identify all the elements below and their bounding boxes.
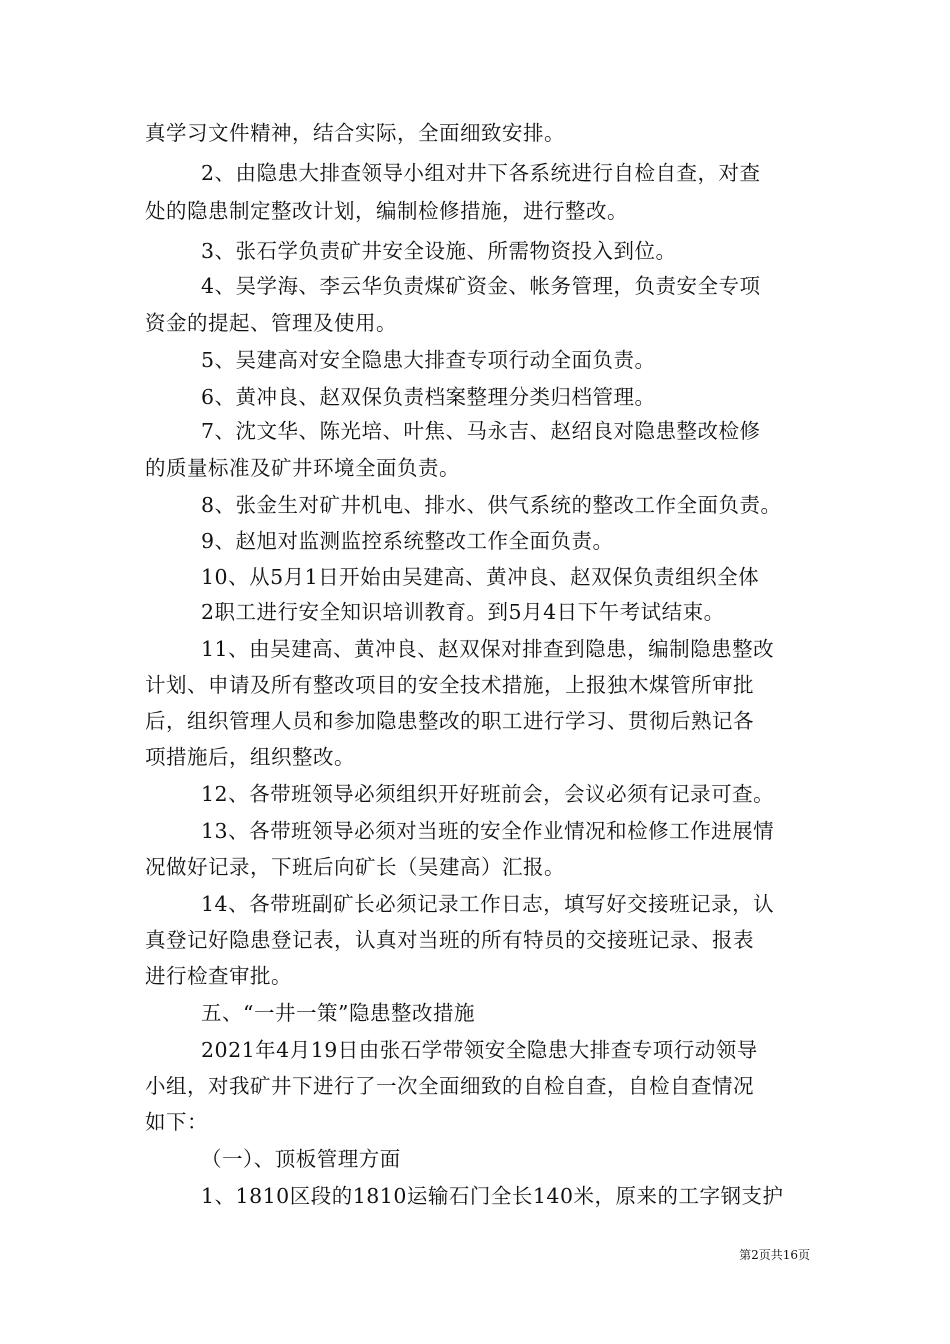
text-line-27: 小组，对我矿井下进行了一次全面细致的自检自查，自检自查情况: [145, 1074, 754, 1098]
text-line-30: 1、1810区段的1810运输石门全长140米，原来的工字钢支护: [201, 1184, 784, 1208]
text-line-16: 计划、申请及所有整改项目的安全技术措施，上报独木煤管所审批: [145, 673, 754, 697]
text-line-17: 后，组织管理人员和参加隐患整改的职工进行学习、贯彻后熟记各: [145, 709, 754, 733]
text-line-21: 况做好记录，下班后向矿长（吴建高）汇报。: [145, 855, 565, 879]
text-line-10: 的质量标准及矿井环境全面负责。: [145, 456, 460, 480]
text-line-9: 7、沈文华、陈光培、叶焦、马永吉、赵绍良对隐患整改检修: [201, 419, 761, 443]
text-line-19: 12、各带班领导必须组织开好班前会，会议必须有记录可查。: [201, 782, 775, 806]
text-line-7: 5、吴建高对安全隐患大排查专项行动全面负责。: [201, 348, 656, 372]
text-line-4: 3、张石学负责矿井安全设施、所需物资投入到位。: [201, 239, 677, 263]
text-line-18: 项措施后，组织整改。: [145, 745, 355, 769]
text-line-22: 14、各带班副矿长必须记录工作日志，填写好交接班记录，认: [201, 892, 775, 916]
text-line-11: 8、张金生对矿井机电、排水、供气系统的整改工作全面负责。: [201, 493, 782, 517]
page-number: 第2页共16页: [739, 1248, 810, 1262]
text-line-13: 10、从5月1日开始由吴建高、黄冲良、赵双保负责组织全体: [201, 565, 760, 589]
text-line-8: 6、黄冲良、赵双保负责档案整理分类归档管理。: [201, 385, 656, 409]
text-line-5: 4、吴学海、李云华负责煤矿资金、帐务管理，负责安全专项: [201, 274, 761, 298]
text-line-6: 资金的提起、管理及使用。: [145, 311, 397, 335]
text-line-12: 9、赵旭对监测监控系统整改工作全面负责。: [201, 529, 614, 553]
subsection-heading-roof: （一）、顶板管理方面: [201, 1147, 401, 1171]
text-line-23: 真登记好隐患登记表，认真对当班的所有特员的交接班记录、报表: [145, 928, 754, 952]
text-line-26: 2021年4月19日由张石学带领安全隐患大排查专项行动领导: [201, 1038, 758, 1062]
text-line-28: 如下：: [145, 1110, 208, 1134]
text-line-14: 2职工进行安全知识培训教育。到5月4日下午考试结束。: [201, 600, 725, 624]
section-heading-five: 五、“一井一策”隐患整改措施: [201, 1001, 475, 1025]
text-line-15: 11、由吴建高、黄冲良、赵双保对排查到隐患，编制隐患整改: [201, 637, 775, 661]
text-line-20: 13、各带班领导必须对当班的安全作业情况和检修工作进展情: [201, 819, 775, 843]
text-line-2: 2、由隐患大排查领导小组对井下各系统进行自检自查，对查: [201, 161, 761, 185]
text-line-24: 进行检查审批。: [145, 964, 292, 988]
text-line-1: 真学习文件精神，结合实际，全面细致安排。: [145, 121, 565, 145]
text-line-3: 处的隐患制定整改计划，编制检修措施，进行整改。: [145, 199, 628, 223]
